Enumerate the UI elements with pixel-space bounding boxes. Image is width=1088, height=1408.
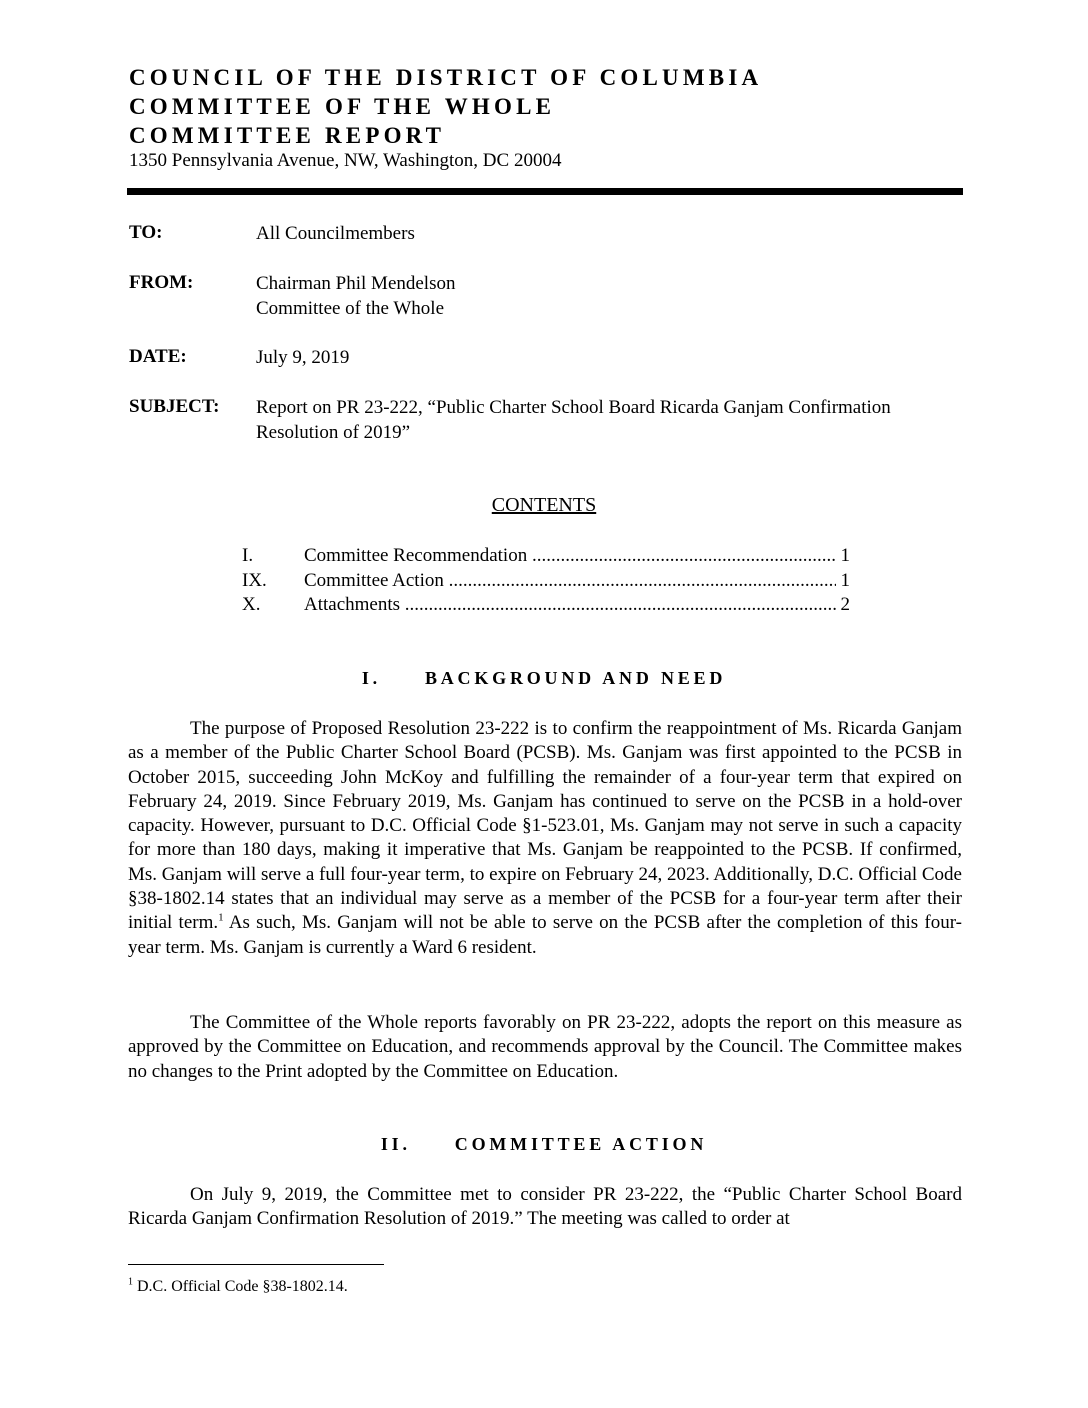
toc-label: Committee Recommendation ..... [304,545,836,567]
report-heading: COMMITTEE REPORT [129,123,446,148]
footnote-text: D.C. Official Code §38-1802.14. [137,1278,348,1295]
subject-value: Report on PR 23-222, “Public Charter School Board Ricarda Ganjam Confirmation Resolution of 2019” [256,397,891,443]
toc-label: Attachments ..... [304,594,836,616]
to-label: TO: [129,222,163,243]
paragraph-text: As such, Ms. Ganjam will not be able to serve on the PCSB after the completion of this four-year term. Ms. Ganjam is currently a Ward 6 resident. [128,912,962,958]
toc-item[interactable] [242,545,850,569]
footnote [128,1278,348,1296]
recommendation-paragraph: The Committee of the Whole reports favorably on PR 23-222, adopts the report on this measure as approved by the Committee on Education, and recommends approval by the Council. The Committee makes no changes to the Print adopted by the Committee on Education. [128,1012,962,1082]
toc-page: 1 [840,570,850,591]
date-label: DATE: [129,346,187,367]
toc-item[interactable] [242,570,850,594]
section-heading [0,1134,1088,1155]
toc-label: Committee Action ..... [304,570,836,592]
toc-item[interactable] [242,594,850,618]
committee-heading: COMMITTEE OF THE WHOLE [129,94,556,119]
footnote-reference[interactable]: 1 [218,912,224,925]
paragraph-text: The purpose of Proposed Resolution 23-222 is to confirm the reappointment of Ms. Ricarda Ganjam as a member of the Public Charter School Board (PCSB). Ms. Ganjam was first appointed to the PCSB in October 2015, succeeding John McKoy and fulfilling the remainder of a four-year term that expired on February 24, 2019. Since February 2019, Ms. Ganjam has continued to serve on the PCSB in a hold-over capacity. However, pursuant to D.C. Official Code §1-523.01, Ms. Ganjam may not serve in such a capacity for more than 180 days, making it imperative that Ms. Ganjam be reappointed to the PCSB. If confirmed, Ms. Ganjam will serve a full four-year term, to expire on February 24, 2023. Additionally, D.C. Official Code §38-1802.14 states that an individual may serve as a member of the PCSB for a four-year term after their initial term. [128,718,962,934]
date-value: July 9, 2019 [256,347,350,368]
toc-number: IX. [242,570,267,591]
footnote-divider [128,1264,384,1265]
header-divider [127,188,963,195]
committee-action-paragraph: On July 9, 2019, the Committee met to consider PR 23-222, the “Public Charter School Board Ricarda Ganjam Confirmation Resolution of 2019.” The meeting was called to order at [128,1184,962,1230]
contents-title: CONTENTS [491,494,597,516]
toc-page: 1 [840,545,850,566]
section-title: BACKGROUND AND NEED [424,668,727,688]
section-number: II. [380,1134,411,1154]
to-value: All Councilmembers [256,223,415,244]
background-paragraph [128,717,962,960]
council-heading: COUNCIL OF THE DISTRICT OF COLUMBIA [129,65,763,90]
from-label: FROM: [129,272,194,293]
toc-number: I. [242,545,254,566]
address: 1350 Pennsylvania Avenue, NW, Washington, DC 20004 [129,150,562,171]
section-number: I. [361,668,381,688]
toc-number: X. [242,594,261,615]
toc-page: 2 [840,594,850,615]
footnote-marker: 1 [128,1276,133,1288]
from-committee: Committee of the Whole [256,298,445,319]
section-heading [0,668,1088,689]
subject-label: SUBJECT: [129,396,220,417]
section-title: COMMITTEE ACTION [454,1134,708,1154]
from-name: Chairman Phil Mendelson [256,273,456,294]
